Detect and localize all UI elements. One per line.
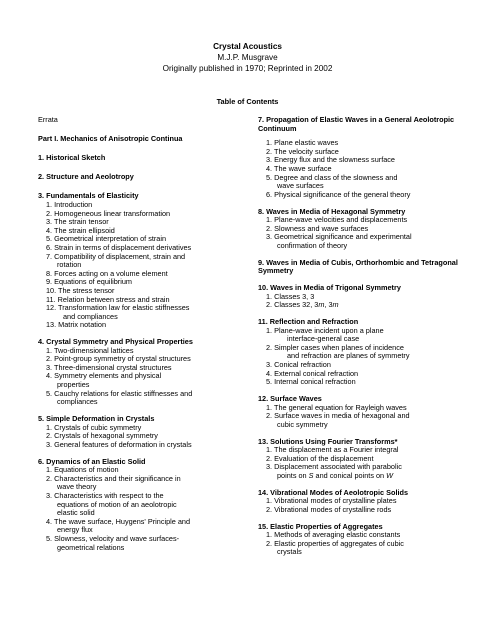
toc-item-math: S: [308, 470, 314, 480]
toc-item: 5. Geometrical interpretation of strain: [46, 234, 167, 244]
toc-item: 5. Cauchy relations for elastic stiffnesses and: [46, 388, 193, 398]
toc-item-text: , 3: [324, 300, 333, 310]
toc-item: 1. Crystals of cubic symmetry: [46, 422, 142, 432]
toc-part1: [38, 135, 248, 144]
toc-item: 9. Equations of equilibrium: [46, 277, 132, 287]
toc-item: 3. Displacement associated with parabolic: [266, 462, 402, 472]
toc-item-continuation: compliances: [57, 397, 98, 407]
section-heading: 8. Waves in Media of Hexagonal Symmetry: [258, 206, 406, 216]
toc-section-1: [38, 154, 248, 163]
section-heading: 12. Surface Waves: [258, 393, 322, 403]
toc-item: 2. Slowness and wave surfaces: [266, 223, 369, 233]
toc-item: 4. Symmetry elements and physical: [46, 371, 162, 381]
toc-item-continuation: cubic symmetry: [277, 419, 328, 429]
toc-item-continuation: wave theory: [57, 482, 97, 492]
toc-section-12: [258, 395, 468, 429]
toc-item: 2. Homogeneous linear transformation: [46, 208, 171, 218]
toc-item: 5. Degree and class of the slowness and: [266, 172, 398, 182]
toc-item: 3. Geometrical significance and experimental: [266, 232, 412, 242]
section-heading: 11. Reflection and Refraction: [258, 317, 359, 327]
toc-item-continuation: and compliances: [63, 311, 118, 321]
toc-errata: [38, 116, 248, 125]
toc-item-continuation: and refraction are planes of symmetry: [287, 351, 410, 361]
toc-right-column: [258, 116, 468, 565]
toc-item-text: points on: [277, 470, 309, 480]
toc-item: 1. The displacement as a Fourier integral: [266, 445, 399, 455]
toc-item-continuation: interface-general case: [287, 334, 360, 344]
toc-section-5: [38, 415, 248, 449]
toc-item: 1. Plane-wave velocities and displacements: [266, 215, 408, 225]
document-header: [0, 41, 495, 74]
toc-item: 5. Internal conical refraction: [266, 377, 356, 387]
toc-item: [258, 301, 468, 310]
toc-item: 1. Vibrational modes of crystalline plates: [266, 496, 397, 506]
section-heading: 14. Vibrational Modes of Aeolotropic Solids: [258, 487, 409, 497]
toc-item-continuation: [258, 472, 468, 481]
book-author: M.J.P. Musgrave: [217, 53, 278, 62]
section-heading: 6. Dynamics of an Elastic Solid: [38, 456, 146, 466]
toc-item: 3. Energy flux and the slowness surface: [266, 155, 395, 165]
toc-item: 10. The stress tensor: [46, 285, 115, 295]
errata-entry: Errata: [38, 115, 58, 124]
toc-section-6: [38, 458, 248, 553]
toc-item-continuation: rotation: [57, 260, 82, 270]
toc-section-15: [258, 523, 468, 557]
toc-item: 1. The general equation for Rayleigh waves: [266, 402, 407, 412]
toc-item-continuation: properties: [57, 380, 90, 390]
toc-item: 1. Two-dimensional lattices: [46, 345, 134, 355]
toc-item-continuation: wave surfaces: [277, 181, 324, 191]
section-heading: 4. Crystal Symmetry and Physical Properties: [38, 337, 193, 347]
toc-item: 1. Equations of motion: [46, 465, 119, 475]
toc-section-13: [258, 438, 468, 481]
section-heading: 13. Solutions Using Fourier Transforms*: [258, 436, 398, 446]
toc-section-3: [38, 192, 248, 330]
toc-item: 4. The wave surface, Huygens' Principle and: [46, 516, 191, 526]
toc-section-7: [258, 116, 468, 199]
toc-item: 3. General features of deformation in crystals: [46, 439, 192, 449]
toc-section-9: [258, 259, 468, 276]
section-heading: 3. Fundamentals of Elasticity: [38, 191, 139, 201]
toc-item: 2. Crystals of hexagonal symmetry: [46, 431, 158, 441]
toc-item: 1. Plane elastic waves: [266, 138, 339, 148]
toc-item: 7. Compatibility of displacement, strain and: [46, 251, 186, 261]
toc-item: 2. Surface waves in media of hexagonal and: [266, 411, 410, 421]
section-heading: 15. Elastic Properties of Aggregates: [258, 521, 383, 531]
toc-left-column: [38, 116, 248, 560]
toc-item: 8. Forces acting on a volume element: [46, 268, 168, 278]
toc-item: 2. Evaluation of the displacement: [266, 453, 374, 463]
toc-item-continuation: equations of motion of an aeolotropic: [57, 499, 177, 509]
toc-item: 2. Simpler cases when planes of incidence: [266, 342, 404, 352]
toc-item: 2. Elastic properties of aggregates of cubic: [266, 538, 404, 548]
toc-item: 2. Vibrational modes of crystalline rods: [266, 504, 392, 514]
toc-item: 6. Strain in terms of displacement derivatives: [46, 242, 192, 252]
toc-item-continuation: energy flux: [57, 525, 93, 535]
toc-item-continuation: confirmation of theory: [277, 240, 348, 250]
toc-item: 2. The velocity surface: [266, 146, 339, 156]
toc-item: 3. Three-dimensional crystal structures: [46, 362, 172, 372]
toc-item: 3. Characteristics with respect to the: [46, 490, 164, 500]
toc-item: 1. Methods of averaging elastic constants: [266, 530, 401, 540]
toc-item-math: W: [386, 470, 394, 480]
section-heading: 2. Structure and Aeolotropy: [38, 172, 134, 182]
toc-item-math: m: [332, 300, 339, 310]
toc-section-2: [38, 173, 248, 182]
publication-note: Originally published in 1970; Reprinted in 2002: [162, 64, 333, 73]
toc-item: 1. Introduction: [46, 199, 93, 209]
toc-item: 3. The strain tensor: [46, 217, 109, 227]
toc-item: 3. Conical refraction: [266, 360, 331, 369]
toc-title: Table of Contents: [216, 97, 279, 106]
toc-item: 6. Physical significance of the general theory: [266, 189, 411, 199]
section-heading: 7. Propagation of Elastic Waves in a General Aeolotropic Continuum: [258, 115, 455, 133]
section-heading: 9. Waves in Media of Cubis, Orthorhombic and Tetragonal Symmetry: [258, 257, 458, 276]
toc-item: 4. The strain ellipsoid: [46, 225, 115, 235]
toc-item-math: m: [318, 300, 325, 310]
toc-section-10: [258, 284, 468, 310]
toc-item: 12. Transformation law for elastic stiffnesses: [46, 303, 190, 313]
section-heading: 10. Waves in Media of Trigonal Symmetry: [258, 283, 401, 293]
toc-item-text: 2. Classes 32, 3: [266, 300, 319, 310]
toc-item: 11. Relation between stress and strain: [46, 294, 170, 304]
toc-item: 2. Point-group symmetry of crystal structures: [46, 354, 191, 364]
book-title: Crystal Acoustics: [213, 42, 282, 51]
toc-item: 1. Classes 3, 3: [266, 291, 315, 301]
toc-section-8: [258, 208, 468, 251]
toc-section-11: [258, 318, 468, 387]
toc-item-text: and conical points on: [313, 470, 387, 480]
toc-item-continuation: elastic solid: [57, 508, 95, 518]
toc-section-14: [258, 489, 468, 515]
toc-item-continuation: geometrical relations: [57, 542, 125, 552]
toc-item: 2. Characteristics and their significance in: [46, 473, 181, 483]
toc-item: 4. External conical refraction: [266, 368, 359, 378]
toc-item: 13. Matrix notation: [46, 320, 107, 330]
toc-item: 1. Plane-wave incident upon a plane: [266, 325, 384, 335]
toc-item: 5. Slowness, velocity and wave surfaces-: [46, 533, 180, 543]
section-heading: 5. Simple Deformation in Crystals: [38, 414, 155, 423]
toc-item-continuation: crystals: [277, 547, 302, 557]
section-heading: 1. Historical Sketch: [38, 153, 106, 163]
toc-section-4: [38, 338, 248, 407]
toc-item: 4. The wave surface: [266, 163, 332, 173]
part-heading: Part I. Mechanics of Anisotropic Continua: [38, 134, 183, 144]
